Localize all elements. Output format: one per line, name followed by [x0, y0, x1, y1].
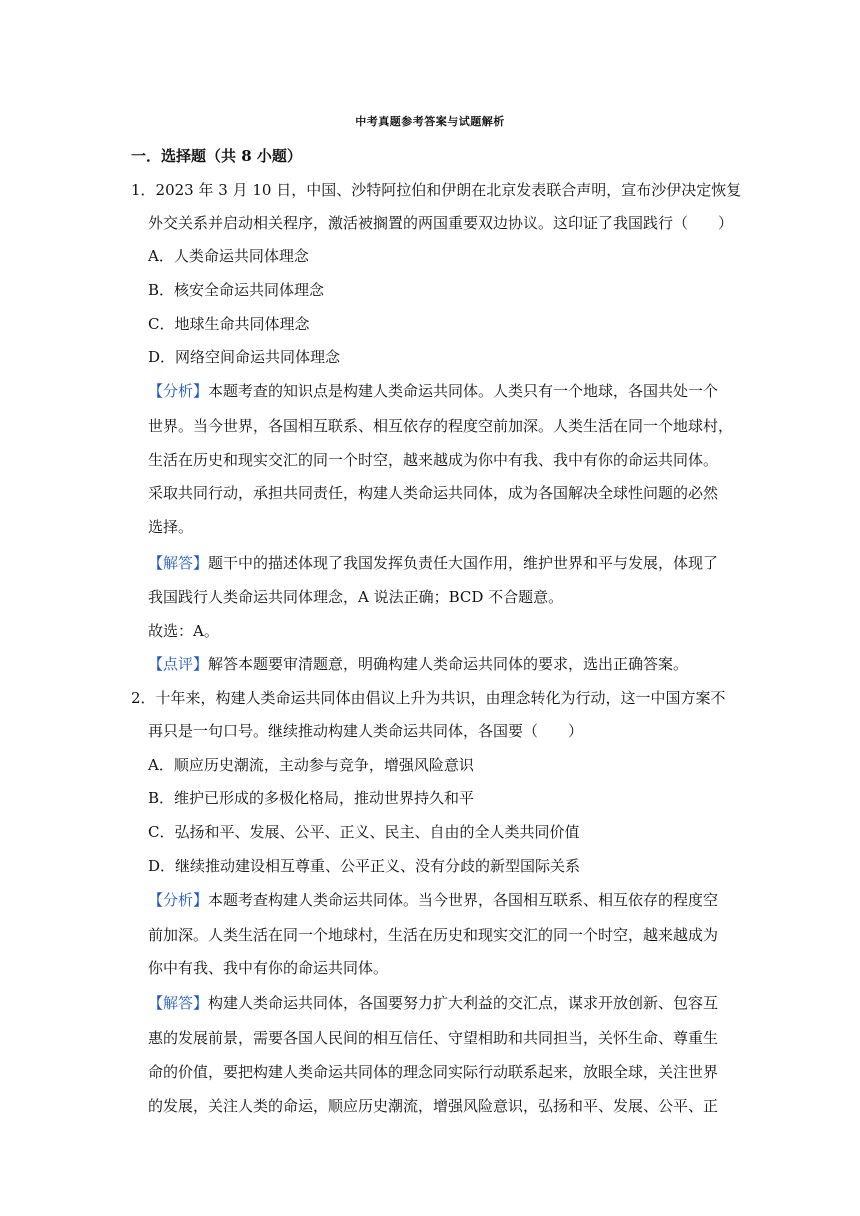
- q2-stem-line-2: 再只是一句口号。继续推动构建人类命运共同体，各国要（ ）: [148, 722, 584, 740]
- q1-stem-line-2: 外交关系并启动相关程序，激活被搁置的两国重要双边协议。这印证了我国践行（ ）: [148, 214, 734, 232]
- q1-stem-line-1: 1．2023 年 3 月 10 日，中国、沙特阿拉伯和伊朗在北京发表联合声明，宣布沙伊决定恢复: [131, 181, 742, 199]
- document-title: 中考真题参考答案与试题解析: [355, 115, 505, 128]
- q1-option-c: C．地球生命共同体理念: [148, 315, 310, 333]
- q2-option-c: C．弘扬和平、发展、公平、正义、民主、自由的全人类共同价值: [148, 823, 580, 841]
- q1-analysis-line-3: 生活在历史和现实交汇的同一个时空，越来越成为你中有我、我中有你的命运共同体。: [148, 451, 719, 469]
- q1-option-a: A．人类命运共同体理念: [148, 247, 309, 265]
- q2-analysis-text-1: 本题考查构建人类命运共同体。当今世界，各国相互联系、相互依存的程度空: [208, 891, 719, 909]
- section-heading: 一．选择题（共 8 小题）: [131, 147, 302, 165]
- q1-answer-line-1: [148, 553, 718, 573]
- q2-option-a: A．顺应历史潮流，主动参与竞争，增强风险意识: [148, 756, 474, 774]
- q1-analysis-text-1: 本题考查的知识点是构建人类命运共同体。人类只有一个地球，各国共处一个: [208, 382, 719, 400]
- q1-answer-tag: 【解答】: [148, 554, 209, 572]
- q2-answer-line-1: [148, 993, 718, 1013]
- q1-comment-text: 解答本题要审清题意，明确构建人类命运共同体的要求，选出正确答案。: [208, 655, 689, 673]
- q1-analysis-line-4: 采取共同行动，承担共同责任，构建人类命运共同体，成为各国解决全球性问题的必然: [148, 484, 719, 502]
- q2-answer-tag: 【解答】: [148, 994, 209, 1012]
- q1-analysis-line-2: 世界。当今世界，各国相互联系、相互依存的程度空前加深。人类生活在同一个地球村，: [148, 417, 734, 435]
- q2-answer-line-4: 的发展，关注人类的命运，顺应历史潮流，增强风险意识，弘扬和平、发展、公平、正: [148, 1097, 719, 1115]
- q2-option-b: B．维护已形成的多极化格局，推动世界持久和平: [148, 789, 475, 807]
- q2-analysis-tag: 【分析】: [148, 891, 209, 909]
- q2-answer-line-2: 惠的发展前景，需要各国人民间的相互信任、守望相助和共同担当，关怀生命、尊重生: [148, 1029, 719, 1047]
- q1-analysis-line-1: [148, 381, 718, 401]
- q2-answer-text-1: 构建人类命运共同体，各国要努力扩大利益的交汇点，谋求开放创新、包容互: [208, 994, 719, 1012]
- q1-answer-text-1: 题干中的描述体现了我国发挥负责任大国作用，维护世界和平与发展，体现了: [208, 554, 719, 572]
- q1-option-d: D．网络空间命运共同体理念: [148, 348, 341, 366]
- q2-answer-line-3: 命的价值，要把构建人类命运共同体的理念同实际行动联系起来，放眼全球，关注世界: [148, 1063, 719, 1081]
- q2-analysis-line-2: 前加深。人类生活在同一个地球村，生活在历史和现实交汇的同一个时空，越来越成为: [148, 926, 719, 944]
- q1-comment-tag: 【点评】: [148, 655, 209, 673]
- q1-analysis-tag: 【分析】: [148, 382, 209, 400]
- q1-option-b: B．核安全命运共同体理念: [148, 281, 325, 299]
- q1-analysis-line-5: 选择。: [148, 518, 194, 536]
- q2-option-d: D．继续推动建设相互尊重、公平正义、没有分歧的新型国际关系: [148, 857, 581, 875]
- q2-analysis-line-1: [148, 890, 718, 910]
- q2-analysis-line-3: 你中有我、我中有你的命运共同体。: [148, 959, 389, 977]
- q1-choice: 故选：A。: [148, 622, 219, 640]
- q1-comment-line: [148, 654, 688, 674]
- q2-stem-line-1: 2．十年来，构建人类命运共同体由倡议上升为共识，由理念转化为行动，这一中国方案不: [131, 689, 726, 707]
- q1-answer-line-2: 我国践行人类命运共同体理念，A 说法正确；BCD 不合题意。: [148, 588, 564, 606]
